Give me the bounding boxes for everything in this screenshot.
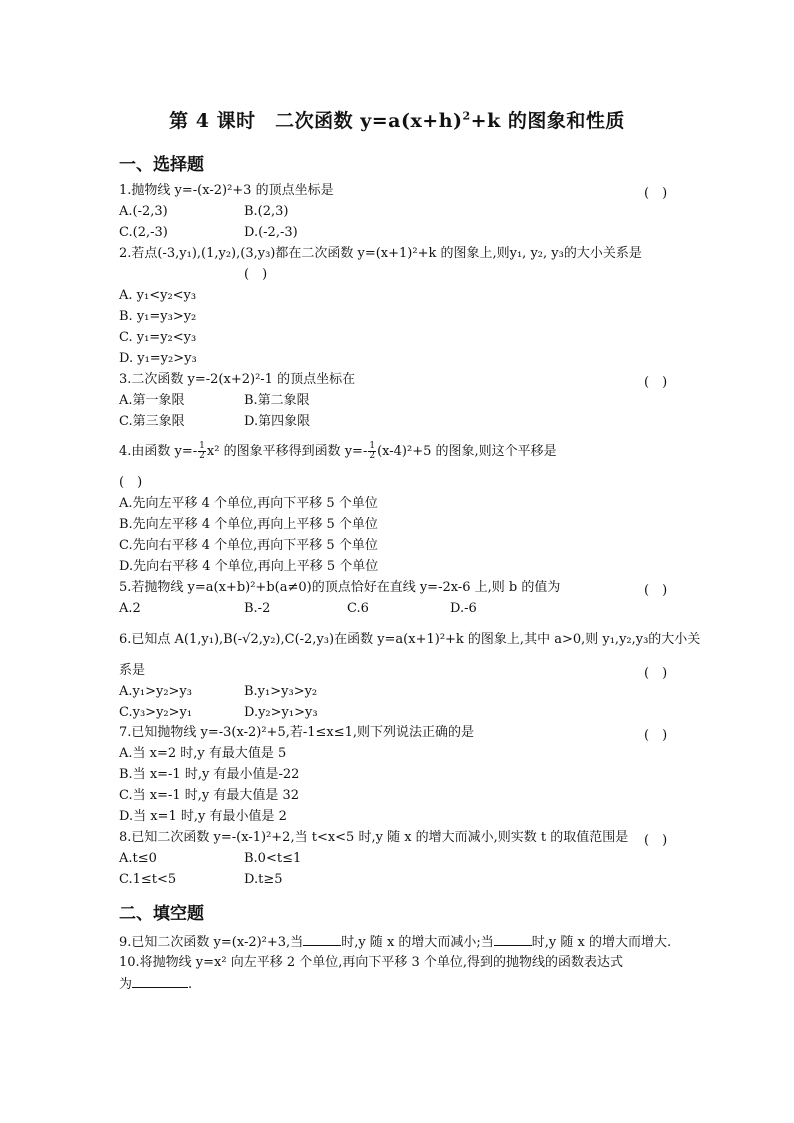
question-4-option-d: D.先向右平移 4 个单位,再向上平移 5 个单位 (119, 559, 379, 574)
title-text-end: +k 的图象和性质 (470, 110, 625, 132)
fraction-numerator: 1 (199, 441, 205, 451)
question-10-part-1: 为 (119, 977, 133, 992)
question-6-stem: 6.已知点 A(1,y₁),B(-√2,y₂),C(-2,y₃)在函数 y=a(x+1)²+k 的图象上,其中 a>0,则 y₁,y₂,y₃的大小关 (119, 632, 701, 647)
question-10-stem: 10.将抛物线 y=x² 向左平移 2 个单位,再向下平移 3 个单位,得到的抛物线的函数表达式 (119, 955, 624, 970)
question-3-option-d: D.第四象限 (244, 414, 311, 429)
question-7-option-c: C.当 x=-1 时,y 有最大值是 32 (119, 788, 300, 803)
question-7-option-b: B.当 x=-1 时,y 有最小值是-22 (119, 767, 300, 782)
question-2-answer-paren: ( ) (244, 267, 268, 282)
question-7-answer-paren: ( ) (644, 728, 668, 743)
question-4-option-c: C.先向右平移 4 个单位,再向下平移 5 个单位 (119, 538, 378, 553)
question-5-stem: 5.若抛物线 y=a(x+b)²+b(a≠0)的顶点恰好在直线 y=-2x-6 上,则 b 的值为 (119, 580, 561, 595)
question-8-option-d: D.t≥5 (244, 872, 283, 887)
question-3-answer-paren: ( ) (644, 375, 668, 390)
question-7-option-a: A.当 x=2 时,y 有最大值是 5 (119, 746, 287, 761)
question-1-option-c: C.(2,-3) (119, 225, 168, 240)
question-5-option-b: B.-2 (244, 601, 271, 616)
question-7-option-d: D.当 x=1 时,y 有最小值是 2 (119, 809, 287, 824)
question-1-option-d: D.(-2,-3) (244, 225, 298, 240)
question-2-stem: 2.若点(-3,y₁),(1,y₂),(3,y₃)都在二次函数 y=(x+1)²+k 的图象上,则y₁, y₂, y₃的大小关系是 (119, 246, 642, 261)
question-2-option-d: D. y₁=y₂>y₃ (119, 351, 197, 366)
question-1-option-b: B.(2,3) (244, 204, 289, 219)
fraction-denominator: 2 (199, 451, 205, 461)
question-8-option-a: A.t≤0 (119, 851, 157, 866)
question-3-option-c: C.第三象限 (119, 414, 185, 429)
question-2-option-b: B. y₁=y₃>y₂ (119, 309, 197, 324)
title-text: 第 4 课时 二次函数 y=a(x+h) (169, 110, 463, 132)
section-heading-fill: 二、填空题 (119, 904, 204, 924)
question-1-option-a: A.(-2,3) (119, 204, 168, 219)
fraction-denominator-2: 2 (369, 451, 376, 461)
question-6-option-d: D.y₂>y₁>y₃ (244, 705, 318, 720)
question-3-option-b: B.第二象限 (244, 393, 310, 408)
question-7-stem: 7.已知抛物线 y=-3(x-2)²+5,若-1≤x≤1,则下列说法正确的是 (119, 725, 475, 740)
question-8-option-c: C.1≤t<5 (119, 872, 177, 887)
question-2-option-a: A. y₁<y₂<y₃ (119, 288, 197, 303)
question-10-part-2: . (188, 977, 193, 992)
fraction-one-half (198, 442, 206, 461)
question-5-option-d: D.-6 (450, 601, 477, 616)
answer-blank-3[interactable] (132, 975, 188, 988)
question-6-option-c: C.y₃>y₂>y₁ (119, 705, 193, 720)
question-9-stem (119, 933, 671, 951)
question-6-answer-paren: ( ) (644, 666, 668, 681)
page-title (0, 106, 794, 133)
question-1-answer-paren: ( ) (644, 186, 668, 201)
title-superscript: 2 (462, 109, 471, 123)
question-4-option-a: A.先向左平移 4 个单位,再向下平移 5 个单位 (119, 496, 378, 511)
question-6-stem-continued: 系是 (119, 663, 146, 678)
question-4-stem-part-2: x² 的图象平移得到函数 y=- (206, 444, 368, 459)
question-4-answer-paren: ( ) (119, 475, 143, 490)
question-3-stem: 3.二次函数 y=-2(x+2)²-1 的顶点坐标在 (119, 372, 356, 387)
question-8-option-b: B.0<t≤1 (244, 851, 302, 866)
section-heading-choice: 一、选择题 (119, 155, 204, 175)
answer-blank-2[interactable] (494, 933, 532, 946)
fraction-one-half-2 (368, 442, 376, 461)
question-9-part-2: 时,y 随 x 的增大而减小;当 (341, 935, 494, 950)
question-5-option-a: A.2 (119, 601, 141, 616)
question-8-answer-paren: ( ) (644, 833, 668, 848)
question-2-option-c: C. y₁=y₂<y₃ (119, 330, 197, 345)
question-4-stem (119, 442, 557, 461)
question-6-option-a: A.y₁>y₂>y₃ (119, 684, 192, 699)
question-4-option-b: B.先向左平移 4 个单位,再向上平移 5 个单位 (119, 517, 378, 532)
question-4-stem-part-1: 4.由函数 y=- (119, 444, 198, 459)
question-5-option-c: C.6 (347, 601, 369, 616)
question-3-option-a: A.第一象限 (119, 393, 185, 408)
question-10-stem-continued (119, 975, 192, 993)
question-5-answer-paren: ( ) (644, 583, 668, 598)
question-6-option-b: B.y₁>y₃>y₂ (244, 684, 318, 699)
answer-blank-1[interactable] (303, 933, 341, 946)
question-9-part-1: 9.已知二次函数 y=(x-2)²+3,当 (119, 935, 304, 950)
fraction-numerator-2: 1 (369, 441, 376, 451)
question-9-part-3: 时,y 随 x 的增大而增大. (531, 935, 672, 950)
question-8-stem: 8.已知二次函数 y=-(x-1)²+2,当 t<x<5 时,y 随 x 的增大而减小,则实数 t 的取值范围是 (119, 830, 629, 845)
question-1-stem: 1.抛物线 y=-(x-2)²+3 的顶点坐标是 (119, 183, 334, 198)
question-4-stem-part-3: (x-4)²+5 的图象,则这个平移是 (377, 444, 557, 459)
